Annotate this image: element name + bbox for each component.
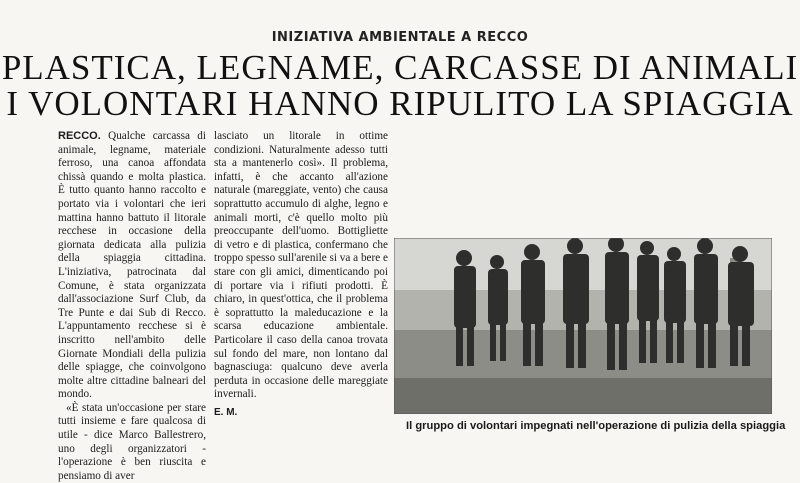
volunteers-photo	[394, 238, 772, 414]
dateline: RECCO.	[58, 130, 101, 142]
paragraph-3: lasciato un litorale in ottime condizioni. Naturalmente adesso tutti sta a mantenerlo così». Il problema, infatti, è che accanto all'azione naturale (mareggiate, vento) che causa soprattutto accumulo di alghe, legno e animali morti, c'è quello molto più preoccupante dell'uomo. Bottigliette di vetro e di plastica, confermano che troppo spesso sull'arenile si va a bere e stare con gli amici, dimenticando poi di portare via i rifiuti prodotti. È chiaro, in quest'ottica, che il problema è soprattutto la maleducazione e la scarsa educazione ambientale. Particolare il caso della canoa trovata sul fondo del mare, non lontano dal bagnasciuga: qualcuno deve averla perduta in occasione delle mareggiate invernali.	[214, 130, 388, 401]
article-column-2	[214, 130, 388, 419]
paragraph-1	[58, 130, 206, 402]
article-column-1	[58, 130, 206, 483]
paragraph-2: «È stata un'occasione per stare tutti insieme e fare qualcosa di utile - dice Marco Ballestrero, uno degli organizzatori - l'operazione è ben riuscita e pensiamo di aver	[58, 401, 206, 482]
author-signature: E. M.	[214, 406, 238, 418]
headline-line-2: I VOLONTARI HANNO RIPULITO LA SPIAGGIA	[6, 84, 794, 123]
volunteers-photo-illustration	[394, 238, 772, 414]
paragraph-1-text: Qualche carcassa di animale, legname, materiale ferroso, una canoa affondata chissà quando e molta plastica. È tutto quanto hanno raccolto e portato via i volontari che ieri mattina hanno battuto il litorale recchese in occasione della giornata dedicata alla pulizia della spiaggia cittadina. L'iniziativa, patrocinata dal Comune, è stata organizzata dall'associazione Surf Club, da Tre Punte e dai Sub di Recco. L'appuntamento recchese si è inscritto nell'ambito delle Giornate Mondiali della pulizia delle spiagge, che coinvolgono molte altre cittadine balneari del mondo.	[58, 130, 206, 401]
photo-caption: Il gruppo di volontari impegnati nell'operazione di pulizia della spiaggia	[406, 420, 786, 432]
headline-line-1: PLASTICA, LEGNAME, CARCASSE DI ANIMALI	[1, 48, 799, 87]
article-kicker: INIZIATIVA AMBIENTALE A RECCO	[271, 30, 529, 45]
